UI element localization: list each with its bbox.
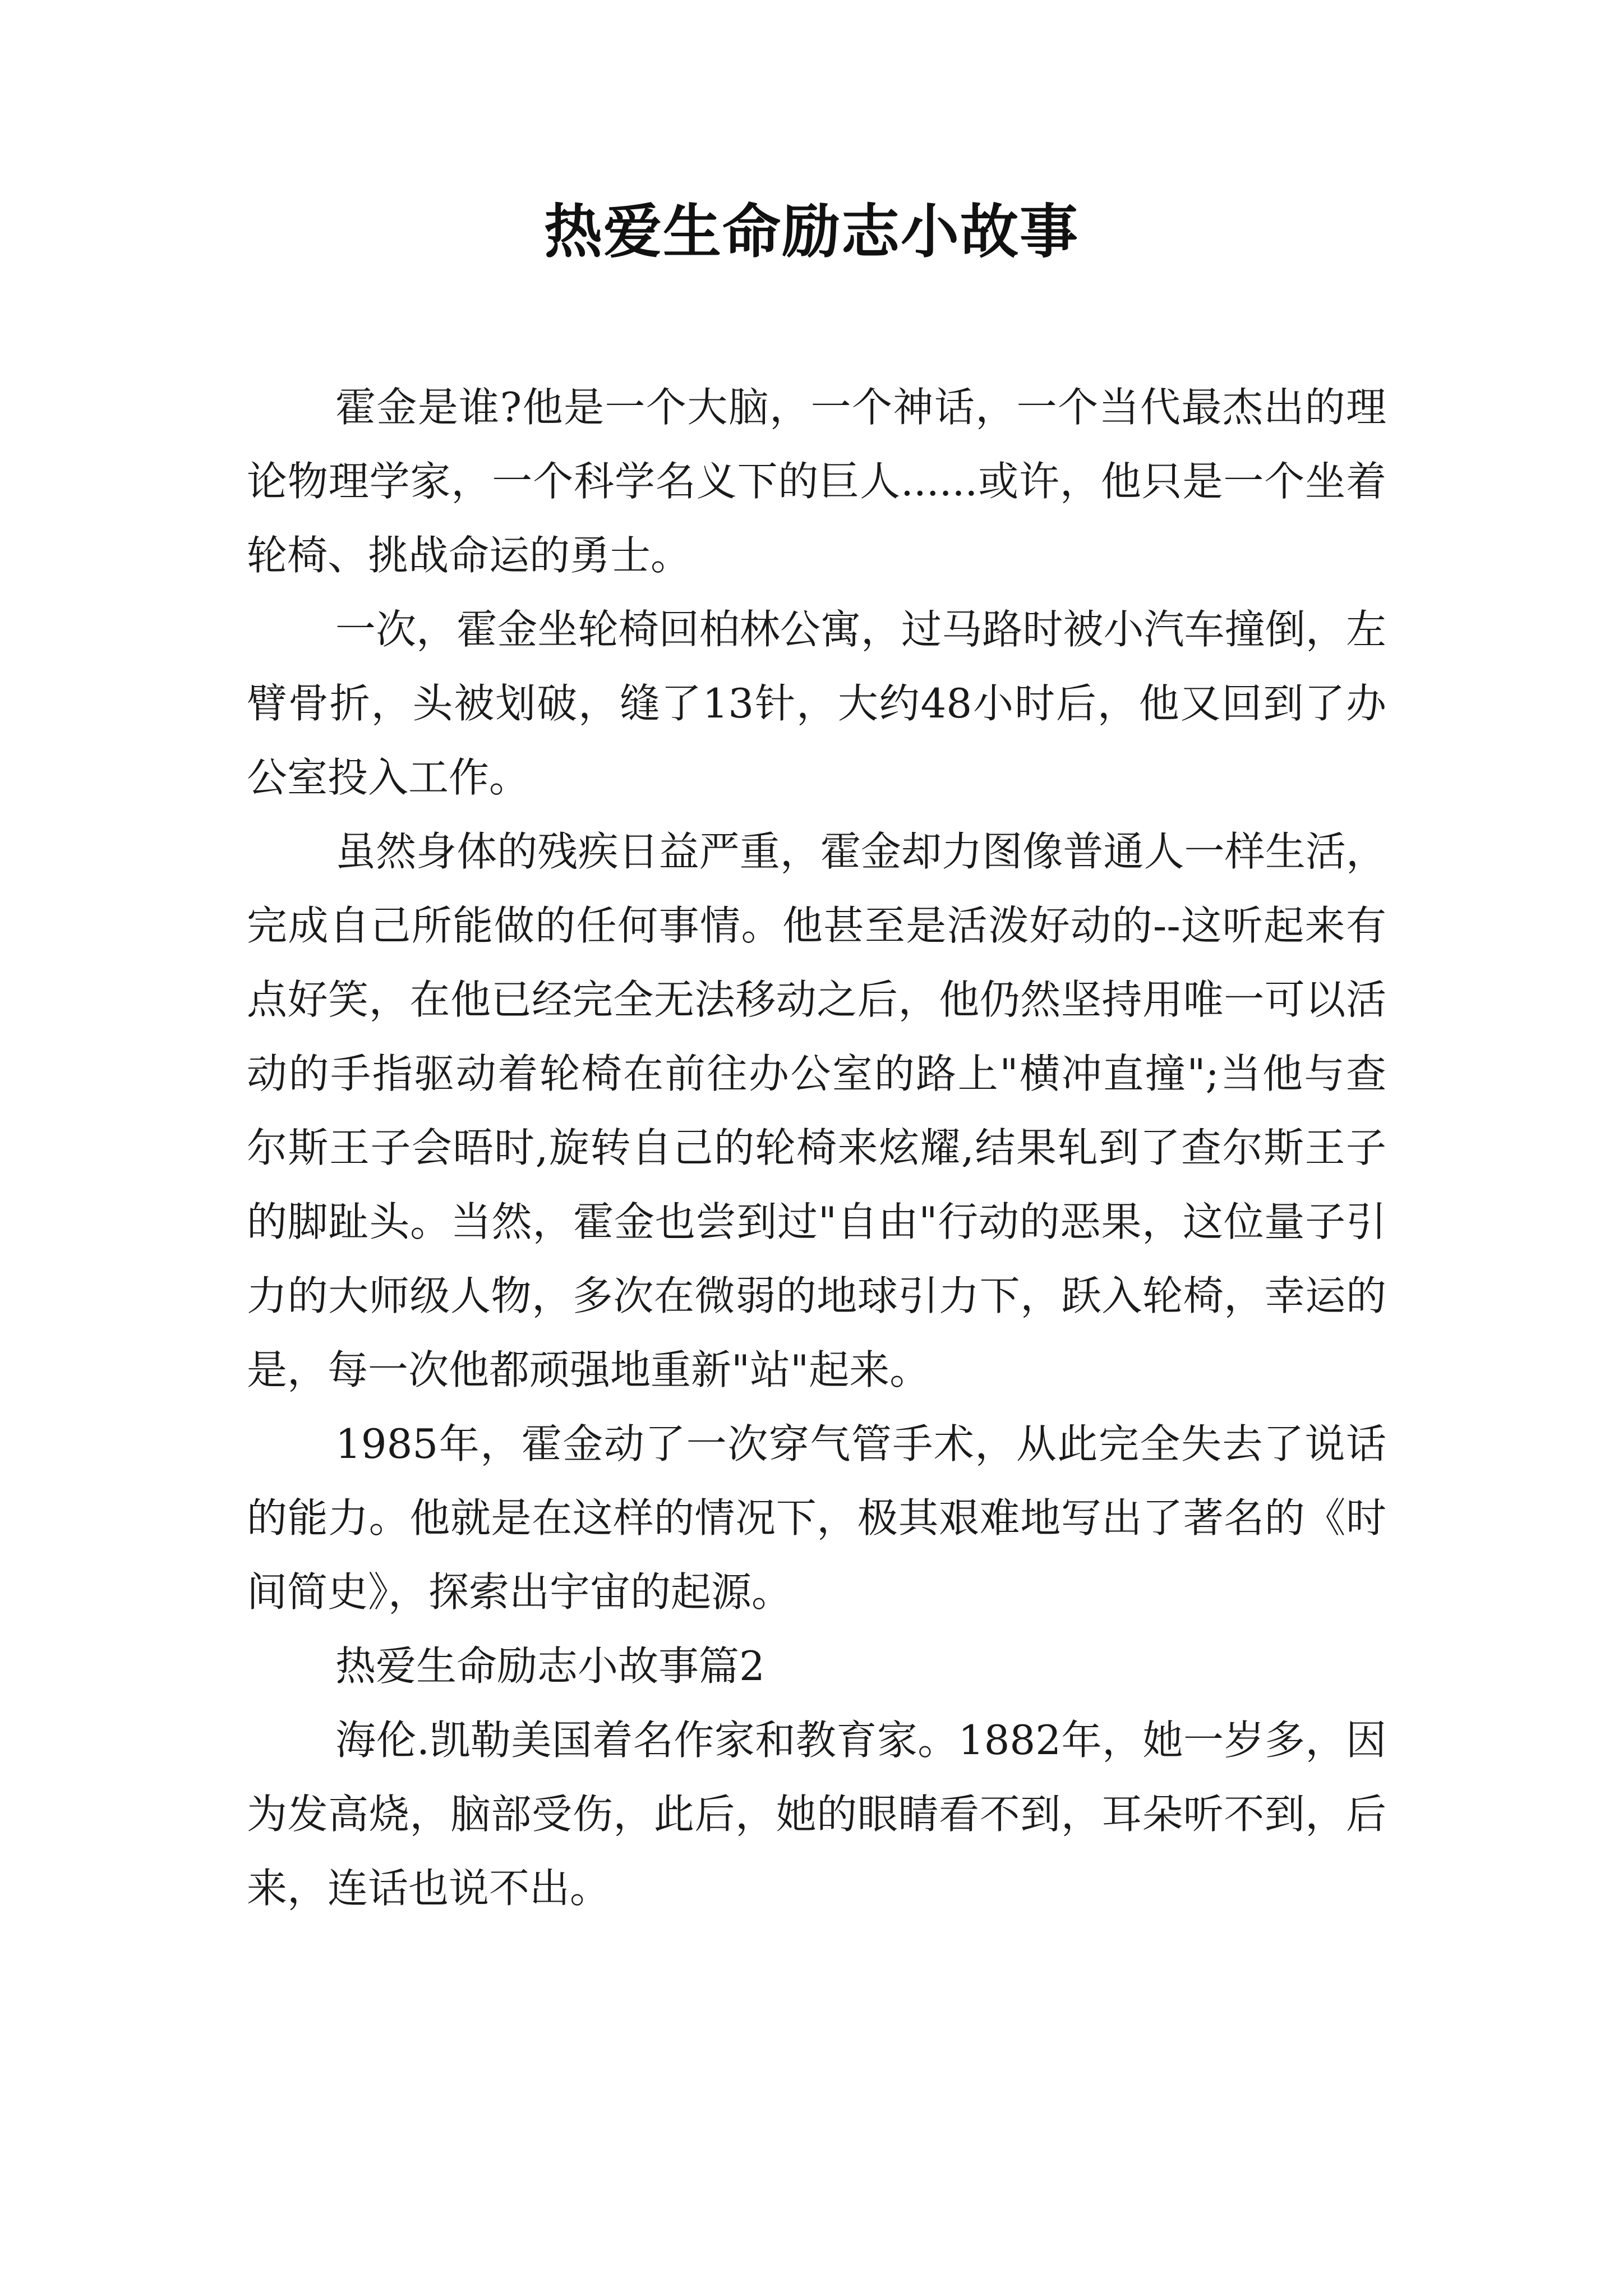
paragraph-hawking-accident: 一次，霍金坐轮椅回柏林公寓，过马路时被小汽车撞倒，左臂骨折，头被划破，缝了13针，大约48小时后，他又回到了办公室投入工作。: [247, 606, 1386, 801]
document-body: [247, 370, 1386, 1925]
document-title: 热爱生命励志小故事: [543, 197, 1079, 266]
paragraph-hawking-intro: 霍金是谁?他是一个大脑，一个神话，一个当代最杰出的理论物理学家，一个科学名义下的巨人......或许，他只是一个坐着轮椅、挑战命运的勇士。: [247, 384, 1386, 579]
paragraph-hawking-1985: 1985年，霍金动了一次穿气管手术，从此完全失去了说话的能力。他就是在这样的情况下，极其艰难地写出了著名的《时间简史》，探索出宇宙的起源。: [247, 1420, 1386, 1616]
section-heading-part-2: 热爱生命励志小故事篇2: [335, 1642, 765, 1690]
paragraph-helen-keller: 海伦.凯勒美国着名作家和教育家。1882年，她一岁多，因为发高烧，脑部受伤，此后，她的眼睛看不到，耳朵听不到，后来，连话也说不出。: [247, 1717, 1386, 1912]
paragraph-hawking-wheelchair: 虽然身体的残疾日益严重，霍金却力图像普通人一样生活，完成自己所能做的任何事情。他甚至是活泼好动的--这听起来有点好笑，在他已经完全无法移动之后，他仍然坚持用唯一可以活动的手指驱动着轮椅在前往办公室的路上"横冲直撞";当他与查尔斯王子会晤时,旋转自己的轮椅来炫耀,结果轧到了查尔斯王子的脚趾头。当然，霍金也尝到过"自由"行动的恶果，这位量子引力的大师级人物，多次在微弱的地球引力下，跃入轮椅，幸运的是，每一次他都顽强地重新"站"起来。: [247, 828, 1386, 1393]
